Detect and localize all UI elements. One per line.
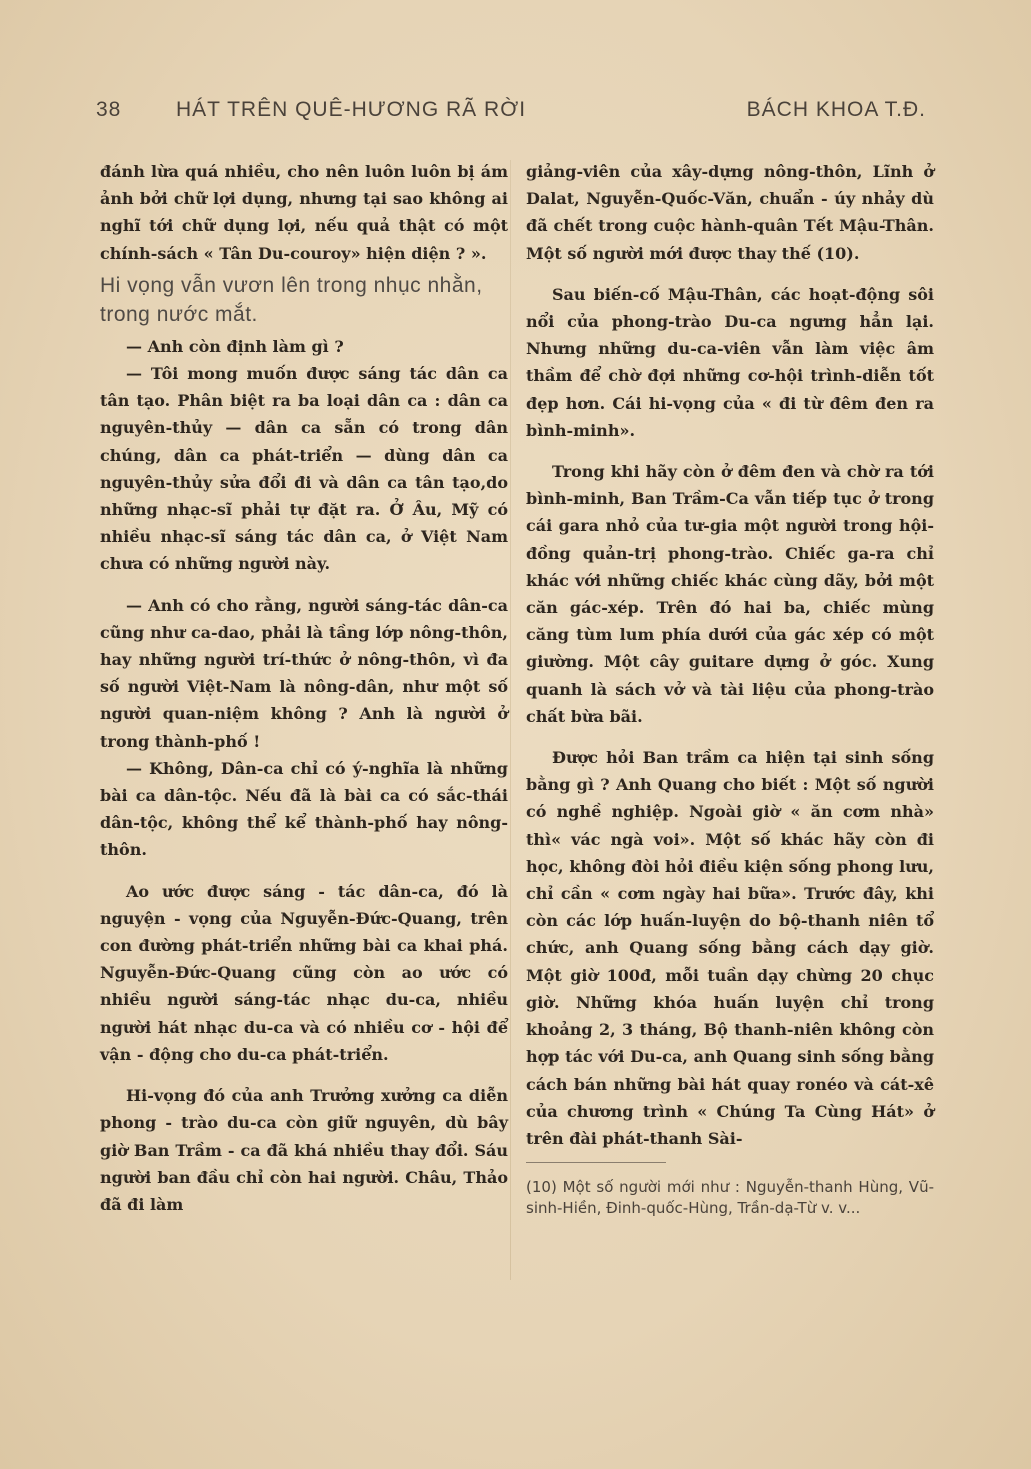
section-subheading: Hi vọng vẫn vươn lên trong nhục nhằn, trong nước mắt.: [100, 273, 483, 326]
spacer: [526, 730, 934, 744]
paragraph: Trong khi hãy còn ở đêm đen và chờ ra tới bình-minh, Ban Trầm-Ca vẫn tiếp tục ở trong cái gara nhỏ của tư-gia một người trong hội-đồng quản-trị phong-trào. Chiếc ga-ra chỉ khác với những chiếc khác cùng dãy, bởi một căn gác-xép. Trên đó hai ba, chiếc mùng căng tùm lum phía dưới của gác xép có một giường. Một cây guitare dựng ở góc. Xung quanh là sách vở và tài liệu của phong-trào chất bừa bãi.: [526, 462, 934, 726]
paragraph: đánh lừa quá nhiều, cho nên luôn luôn bị ám ảnh bởi chữ lợi dụng, nhưng tại sao không ai nghĩ tới chữ dụng lợi, nếu quả thật có một chính-sách « Tân Du-couroy» hiện diện ? ».: [100, 162, 508, 263]
magazine-name: BÁCH KHOA T.Đ.: [746, 98, 926, 121]
paragraph: Hi-vọng đó của anh Trưởng xưởng ca diễn phong - trào du-ca còn giữ nguyên, dù bây giờ Ban Trầm - ca đã khá nhiều thay đổi. Sáu người ban đầu chỉ còn hai người. Châu, Thảo đã đi làm: [100, 1086, 508, 1214]
paragraph: — Anh còn định làm gì ?: [126, 336, 344, 356]
paragraph: Sau biến-cố Mậu-Thân, các hoạt-động sôi nổi của phong-trào Du-ca ngưng hẳn lại. Nhưng những du-ca-viên vẫn làm việc âm thầm để chờ đợi những cơ-hội trình-diễn tốt đẹp hơn. Cái hi-vọng của « đi từ đêm đen ra bình-minh».: [526, 284, 934, 440]
spacer: [526, 444, 934, 458]
paragraph: Được hỏi Ban trầm ca hiện tại sinh sống bằng gì ? Anh Quang cho biết : Một số người có nghề nghiệp. Ngoài giờ « ăn cơm nhà» thì« vác ngà voi». Một số khác hãy còn đi học, không đòi hỏi điều kiện sống phong lưu, chỉ cần « cơm ngày hai bữa». Trước đây, khi còn các lớp huấn-luyện do bộ-thanh niên tổ chức, anh Quang sống bằng cách dạy giờ. Một giờ 100đ, mỗi tuần dạy chừng 20 chục giờ. Những khóa huấn luyện chỉ trong khoảng 2, 3 tháng, Bộ thanh-niên không còn hợp tác với Du-ca, anh Quang sinh sống bằng cách bán những bài hát quay ronéo và cát-xê của chương trình « Chúng Ta Cùng Hát» ở trên đài phát-thanh Sài-: [526, 748, 934, 1148]
left-column: [100, 158, 508, 1218]
page-number: 38: [96, 98, 122, 121]
spacer: [100, 864, 508, 878]
running-title: HÁT TRÊN QUÊ-HƯƠNG RÃ RỜI: [176, 98, 527, 121]
paragraph: Ao ước được sáng - tác dân-ca, đó là nguyện - vọng của Nguyễn-Đức-Quang, trên con đường phát-triển những bài ca khai phá. Nguyễn-Đức-Quang cũng còn ao ước có nhiều người sáng-tác nhạc du-ca, nhiều người hát nhạc du-ca và có nhiều cơ - hội để vận - động cho du-ca phát-triển.: [100, 881, 508, 1064]
spacer: [526, 267, 934, 281]
footnote-rule: [526, 1162, 666, 1177]
spacer: [100, 578, 508, 592]
paragraph: — Không, Dân-ca chỉ có ý-nghĩa là những bài ca dân-tộc. Nếu đã là bài ca có sắc-thái dân-tộc, không thể kể thành-phố hay nông-thôn.: [100, 758, 508, 860]
footnote: (10) Một số người mới như : Nguyễn-thanh Hùng, Vũ-sinh-Hiền, Đinh-quốc-Hùng, Trần-dạ-Từ v. v...: [526, 1178, 934, 1218]
page-fold-line: [510, 160, 511, 1280]
right-column: [526, 158, 934, 1219]
running-header: [96, 98, 926, 128]
spacer: [100, 1068, 508, 1082]
paragraph: giảng-viên của xây-dựng nông-thôn, Lĩnh ở Dalat, Nguyễn-Quốc-Văn, chuẩn - úy nhảy dù đã chết trong cuộc hành-quân Tết Mậu-Thân. Một số người mới được thay thế (10).: [526, 162, 934, 263]
paragraph: — Tôi mong muốn được sáng tác dân ca tân tạo. Phân biệt ra ba loại dân ca : dân ca nguyên-thủy — dân ca sẵn có trong dân chúng, dân ca phát-triển — dùng dân ca nguyên-thủy sửa đổi đi và dân ca tân tạo,do những nhạc-sĩ phải tự đặt ra. Ở Âu, Mỹ có nhiều nhạc-sĩ sáng tác dân ca, ở Việt Nam chưa có những người này.: [100, 364, 508, 574]
paragraph: — Anh có cho rằng, người sáng-tác dân-ca cũng như ca-dao, phải là tầng lớp nông-thôn, hay những người trí-thức ở nông-thôn, vì đa số người Việt-Nam là nông-dân, như một số người quan-niệm không ? Anh là người ở trong thành-phố !: [100, 595, 508, 751]
